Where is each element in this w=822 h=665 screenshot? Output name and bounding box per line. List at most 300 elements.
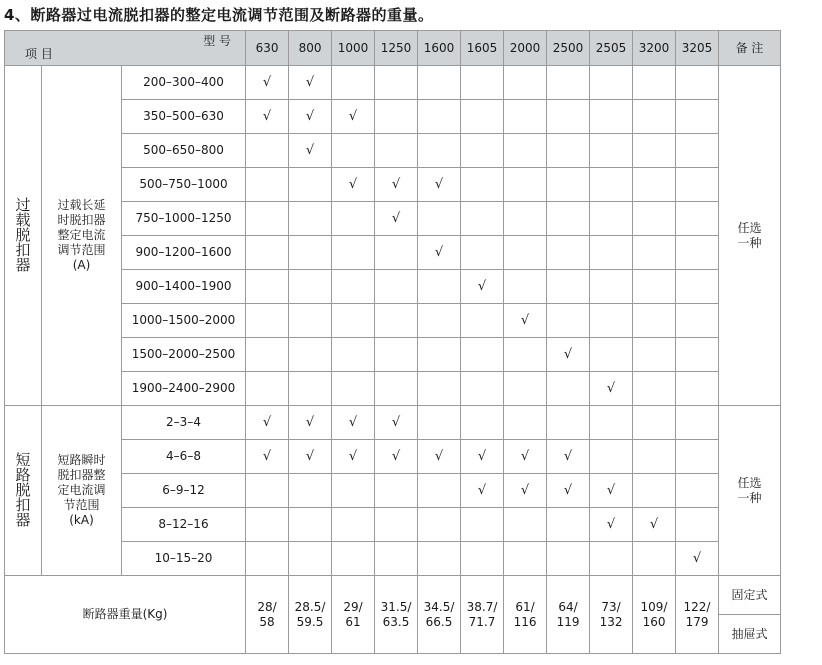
check-cell — [461, 202, 504, 236]
range-cell: 1900–2400–2900 — [122, 372, 246, 406]
check-mark: √ — [477, 449, 487, 464]
weight-value-line: 61/ — [515, 599, 535, 614]
subcategory-line: 时脱扣器 — [57, 213, 106, 227]
check-cell — [289, 270, 332, 304]
check-cell — [504, 338, 547, 372]
model-label: 型 号 — [203, 34, 232, 48]
check-cell — [590, 338, 633, 372]
check-cell — [375, 168, 418, 202]
check-cell — [461, 406, 504, 440]
check-cell — [633, 134, 676, 168]
check-mark: √ — [649, 517, 659, 532]
check-mark: √ — [262, 75, 272, 90]
check-cell — [289, 168, 332, 202]
check-cell — [246, 100, 289, 134]
range-cell: 500–650–800 — [122, 134, 246, 168]
spec-table-body — [5, 31, 781, 654]
overload-row — [5, 100, 781, 134]
check-cell — [676, 440, 719, 474]
short-circuit-category-cell — [5, 406, 42, 576]
check-cell — [547, 406, 590, 440]
check-mark: √ — [262, 415, 272, 430]
category-char: 脱 — [15, 481, 31, 499]
check-cell — [504, 304, 547, 338]
check-cell — [375, 270, 418, 304]
weight-value-cell — [547, 576, 590, 654]
drawout-type-cell: 抽屉式 — [719, 615, 781, 654]
check-cell — [676, 100, 719, 134]
check-cell — [633, 542, 676, 576]
check-cell — [246, 304, 289, 338]
check-cell — [461, 168, 504, 202]
check-cell — [461, 134, 504, 168]
overload-row — [5, 66, 781, 100]
weight-value-cell — [375, 576, 418, 654]
check-cell — [676, 508, 719, 542]
weight-value-line: 38.7/ — [466, 599, 498, 614]
category-char: 载 — [15, 211, 31, 229]
check-cell — [246, 168, 289, 202]
check-cell — [633, 372, 676, 406]
check-cell — [289, 66, 332, 100]
check-cell — [375, 100, 418, 134]
remark-header-cell: 备 注 — [719, 31, 781, 66]
check-cell — [547, 338, 590, 372]
check-cell — [633, 338, 676, 372]
note-line: 一种 — [737, 235, 762, 250]
subcategory-line: 过载长延 — [57, 198, 106, 212]
weight-value-cell — [676, 576, 719, 654]
short-circuit-row — [5, 440, 781, 474]
check-mark: √ — [434, 449, 444, 464]
check-cell — [246, 202, 289, 236]
weight-value-cell — [461, 576, 504, 654]
weight-value-line: 116 — [513, 614, 537, 629]
overload-row — [5, 168, 781, 202]
check-cell — [418, 372, 461, 406]
weight-value-line: 71.7 — [468, 614, 496, 629]
category-char: 短 — [15, 451, 31, 469]
weight-value-cell — [633, 576, 676, 654]
check-cell — [461, 304, 504, 338]
model-header-cell: 2000 — [504, 31, 547, 66]
subcategory-line: (kA) — [69, 513, 94, 527]
model-header-cell: 1250 — [375, 31, 418, 66]
check-cell — [418, 440, 461, 474]
check-cell — [590, 168, 633, 202]
short-circuit-row — [5, 508, 781, 542]
range-cell: 350–500–630 — [122, 100, 246, 134]
check-cell — [504, 202, 547, 236]
check-cell — [547, 100, 590, 134]
overload-row — [5, 202, 781, 236]
check-cell — [504, 168, 547, 202]
weight-value-line: 63.5 — [382, 614, 410, 629]
check-cell — [590, 202, 633, 236]
check-mark: √ — [305, 143, 315, 158]
check-cell — [332, 440, 375, 474]
category-char: 器 — [15, 256, 31, 274]
check-mark: √ — [563, 347, 573, 362]
category-char: 过 — [15, 196, 31, 214]
weight-value-line: 61 — [345, 614, 361, 629]
check-mark: √ — [305, 449, 315, 464]
check-cell — [289, 542, 332, 576]
overload-category-cell — [5, 66, 42, 406]
short-circuit-row — [5, 474, 781, 508]
check-cell — [375, 202, 418, 236]
check-cell — [461, 508, 504, 542]
check-cell — [633, 440, 676, 474]
check-cell — [461, 542, 504, 576]
check-cell — [590, 134, 633, 168]
check-cell — [676, 338, 719, 372]
weight-value-line: 73/ — [601, 599, 621, 614]
check-cell — [246, 236, 289, 270]
weight-value-cell — [246, 576, 289, 654]
check-cell — [289, 474, 332, 508]
check-cell — [418, 270, 461, 304]
check-cell — [504, 440, 547, 474]
check-cell — [332, 542, 375, 576]
check-cell — [418, 542, 461, 576]
check-cell — [504, 508, 547, 542]
check-cell — [332, 372, 375, 406]
check-cell — [547, 66, 590, 100]
check-cell — [676, 304, 719, 338]
check-cell — [633, 236, 676, 270]
check-cell — [547, 236, 590, 270]
range-cell: 4–6–8 — [122, 440, 246, 474]
model-header-cell: 2505 — [590, 31, 633, 66]
check-cell — [547, 168, 590, 202]
check-cell — [633, 270, 676, 304]
check-mark: √ — [391, 211, 401, 226]
check-mark: √ — [606, 483, 616, 498]
header-row — [5, 31, 781, 66]
check-cell — [332, 202, 375, 236]
weight-value-cell — [332, 576, 375, 654]
check-cell — [633, 474, 676, 508]
weight-value-line: 34.5/ — [423, 599, 455, 614]
check-cell — [375, 66, 418, 100]
weight-value-cell — [289, 576, 332, 654]
check-cell — [590, 66, 633, 100]
check-mark: √ — [477, 483, 487, 498]
check-cell — [246, 440, 289, 474]
check-mark: √ — [305, 109, 315, 124]
check-cell — [633, 100, 676, 134]
check-mark: √ — [348, 177, 358, 192]
check-cell — [676, 202, 719, 236]
check-cell — [418, 304, 461, 338]
check-cell — [547, 134, 590, 168]
check-mark: √ — [391, 449, 401, 464]
check-cell — [375, 440, 418, 474]
check-cell — [289, 202, 332, 236]
check-cell — [418, 168, 461, 202]
check-mark: √ — [563, 483, 573, 498]
check-cell — [676, 542, 719, 576]
model-header-cell: 3205 — [676, 31, 719, 66]
check-mark: √ — [391, 415, 401, 430]
note-line: 一种 — [737, 490, 762, 505]
page-title: 4、断路器过电流脱扣器的整定电流调节范围及断路器的重量。 — [4, 6, 434, 24]
check-cell — [246, 474, 289, 508]
overload-row — [5, 338, 781, 372]
weight-value-line: 28/ — [257, 599, 277, 614]
model-header-cell: 1000 — [332, 31, 375, 66]
check-cell — [633, 304, 676, 338]
weight-value-line: 58 — [259, 614, 275, 629]
range-cell: 900–1400–1900 — [122, 270, 246, 304]
check-cell — [676, 236, 719, 270]
check-mark: √ — [520, 483, 530, 498]
subcategory-line: 整定电流 — [57, 228, 106, 242]
check-cell — [676, 406, 719, 440]
check-cell — [504, 372, 547, 406]
check-cell — [375, 474, 418, 508]
fixed-type-cell: 固定式 — [719, 576, 781, 615]
check-cell — [504, 542, 547, 576]
check-cell — [418, 338, 461, 372]
check-cell — [375, 508, 418, 542]
check-cell — [332, 338, 375, 372]
weight-label-cell: 断路器重量(Kg) — [5, 576, 246, 654]
check-cell — [547, 270, 590, 304]
check-cell — [590, 100, 633, 134]
subcategory-line: 脱扣器整 — [57, 468, 106, 482]
range-cell: 1500–2000–2500 — [122, 338, 246, 372]
check-cell — [375, 304, 418, 338]
check-cell — [246, 372, 289, 406]
check-cell — [246, 508, 289, 542]
check-cell — [504, 66, 547, 100]
range-cell: 200–300–400 — [122, 66, 246, 100]
check-cell — [547, 474, 590, 508]
short-circuit-note-cell — [719, 406, 781, 576]
check-cell — [676, 474, 719, 508]
weight-value-line: 119 — [556, 614, 580, 629]
check-cell — [418, 474, 461, 508]
check-cell — [504, 474, 547, 508]
category-char: 路 — [15, 466, 31, 484]
check-cell — [590, 270, 633, 304]
subcategory-line: 调节范围 — [57, 243, 106, 257]
check-cell — [676, 372, 719, 406]
weight-value-line: 64/ — [558, 599, 578, 614]
check-cell — [332, 134, 375, 168]
model-header-cell: 1605 — [461, 31, 504, 66]
check-cell — [418, 236, 461, 270]
check-cell — [332, 100, 375, 134]
check-cell — [289, 338, 332, 372]
check-mark: √ — [348, 449, 358, 464]
check-cell — [633, 406, 676, 440]
check-cell — [246, 542, 289, 576]
check-cell — [289, 304, 332, 338]
check-cell — [418, 134, 461, 168]
check-mark: √ — [262, 109, 272, 124]
check-cell — [375, 338, 418, 372]
spec-table — [4, 30, 781, 654]
overload-row — [5, 270, 781, 304]
check-cell — [418, 100, 461, 134]
check-cell — [375, 134, 418, 168]
category-char: 扣 — [15, 241, 31, 259]
check-cell — [547, 542, 590, 576]
check-cell — [461, 372, 504, 406]
check-cell — [375, 406, 418, 440]
model-header-cell: 1600 — [418, 31, 461, 66]
range-cell: 1000–1500–2000 — [122, 304, 246, 338]
check-cell — [633, 202, 676, 236]
weight-value-line: 179 — [685, 614, 709, 629]
overload-row — [5, 372, 781, 406]
weight-row — [5, 576, 781, 615]
check-cell — [289, 508, 332, 542]
check-cell — [504, 100, 547, 134]
check-mark: √ — [348, 109, 358, 124]
check-mark: √ — [520, 449, 530, 464]
range-cell: 750–1000–1250 — [122, 202, 246, 236]
model-header-cell: 800 — [289, 31, 332, 66]
note-line: 任选 — [737, 475, 762, 490]
check-cell — [461, 338, 504, 372]
check-cell — [246, 270, 289, 304]
check-mark: √ — [606, 381, 616, 396]
weight-value-cell — [504, 576, 547, 654]
short-circuit-row — [5, 406, 781, 440]
subcategory-line: 节范围 — [63, 498, 100, 512]
weight-value-line: 29/ — [343, 599, 363, 614]
range-cell: 10–15–20 — [122, 542, 246, 576]
check-cell — [418, 202, 461, 236]
range-cell: 900–1200–1600 — [122, 236, 246, 270]
check-mark: √ — [434, 245, 444, 260]
short-circuit-row — [5, 542, 781, 576]
check-cell — [332, 168, 375, 202]
header-diagonal-cell — [5, 31, 246, 66]
check-mark: √ — [348, 415, 358, 430]
weight-value-line: 31.5/ — [380, 599, 412, 614]
check-cell — [547, 372, 590, 406]
check-cell — [289, 440, 332, 474]
check-cell — [504, 406, 547, 440]
check-cell — [633, 508, 676, 542]
weight-value-cell — [590, 576, 633, 654]
check-cell — [332, 270, 375, 304]
model-header-cell: 2500 — [547, 31, 590, 66]
check-cell — [461, 270, 504, 304]
item-label: 项 目 — [25, 47, 53, 61]
overload-row — [5, 236, 781, 270]
check-cell — [676, 66, 719, 100]
check-cell — [547, 508, 590, 542]
check-cell — [504, 270, 547, 304]
check-mark: √ — [477, 279, 487, 294]
check-mark: √ — [434, 177, 444, 192]
subcategory-line: (A) — [72, 258, 91, 272]
check-cell — [461, 440, 504, 474]
check-cell — [676, 270, 719, 304]
check-cell — [332, 236, 375, 270]
check-cell — [547, 440, 590, 474]
subcategory-line: 短路瞬时 — [57, 453, 106, 467]
check-cell — [461, 100, 504, 134]
overload-subcategory-cell — [42, 66, 122, 406]
check-cell — [375, 372, 418, 406]
check-cell — [633, 168, 676, 202]
weight-value-cell — [418, 576, 461, 654]
check-cell — [246, 338, 289, 372]
check-cell — [590, 542, 633, 576]
check-mark: √ — [692, 551, 702, 566]
range-cell: 500–750–1000 — [122, 168, 246, 202]
weight-value-line: 59.5 — [296, 614, 324, 629]
check-cell — [418, 508, 461, 542]
check-cell — [332, 406, 375, 440]
check-mark: √ — [563, 449, 573, 464]
check-cell — [504, 236, 547, 270]
check-cell — [461, 66, 504, 100]
category-char: 扣 — [15, 496, 31, 514]
note-line: 任选 — [737, 220, 762, 235]
range-cell: 2–3–4 — [122, 406, 246, 440]
check-cell — [590, 406, 633, 440]
check-cell — [375, 542, 418, 576]
weight-value-line: 66.5 — [425, 614, 453, 629]
category-char: 器 — [15, 511, 31, 529]
check-cell — [633, 66, 676, 100]
check-cell — [375, 236, 418, 270]
check-cell — [590, 440, 633, 474]
weight-value-line: 160 — [642, 614, 666, 629]
check-cell — [461, 474, 504, 508]
check-mark: √ — [391, 177, 401, 192]
check-cell — [590, 304, 633, 338]
check-cell — [676, 134, 719, 168]
short-circuit-subcategory-cell — [42, 406, 122, 576]
check-cell — [246, 406, 289, 440]
model-header-cell: 630 — [246, 31, 289, 66]
range-cell: 6–9–12 — [122, 474, 246, 508]
weight-value-line: 109/ — [640, 599, 668, 614]
check-cell — [289, 406, 332, 440]
check-mark: √ — [262, 449, 272, 464]
weight-value-line: 122/ — [683, 599, 711, 614]
check-mark: √ — [606, 517, 616, 532]
range-cell: 8–12–16 — [122, 508, 246, 542]
check-cell — [332, 508, 375, 542]
check-cell — [246, 134, 289, 168]
check-cell — [332, 66, 375, 100]
overload-row — [5, 134, 781, 168]
check-cell — [547, 304, 590, 338]
check-cell — [332, 304, 375, 338]
check-cell — [590, 236, 633, 270]
check-cell — [590, 474, 633, 508]
check-cell — [289, 236, 332, 270]
weight-value-line: 28.5/ — [294, 599, 326, 614]
category-char: 脱 — [15, 226, 31, 244]
check-cell — [590, 508, 633, 542]
check-cell — [289, 134, 332, 168]
check-cell — [418, 66, 461, 100]
check-mark: √ — [305, 415, 315, 430]
check-cell — [418, 406, 461, 440]
check-cell — [246, 66, 289, 100]
